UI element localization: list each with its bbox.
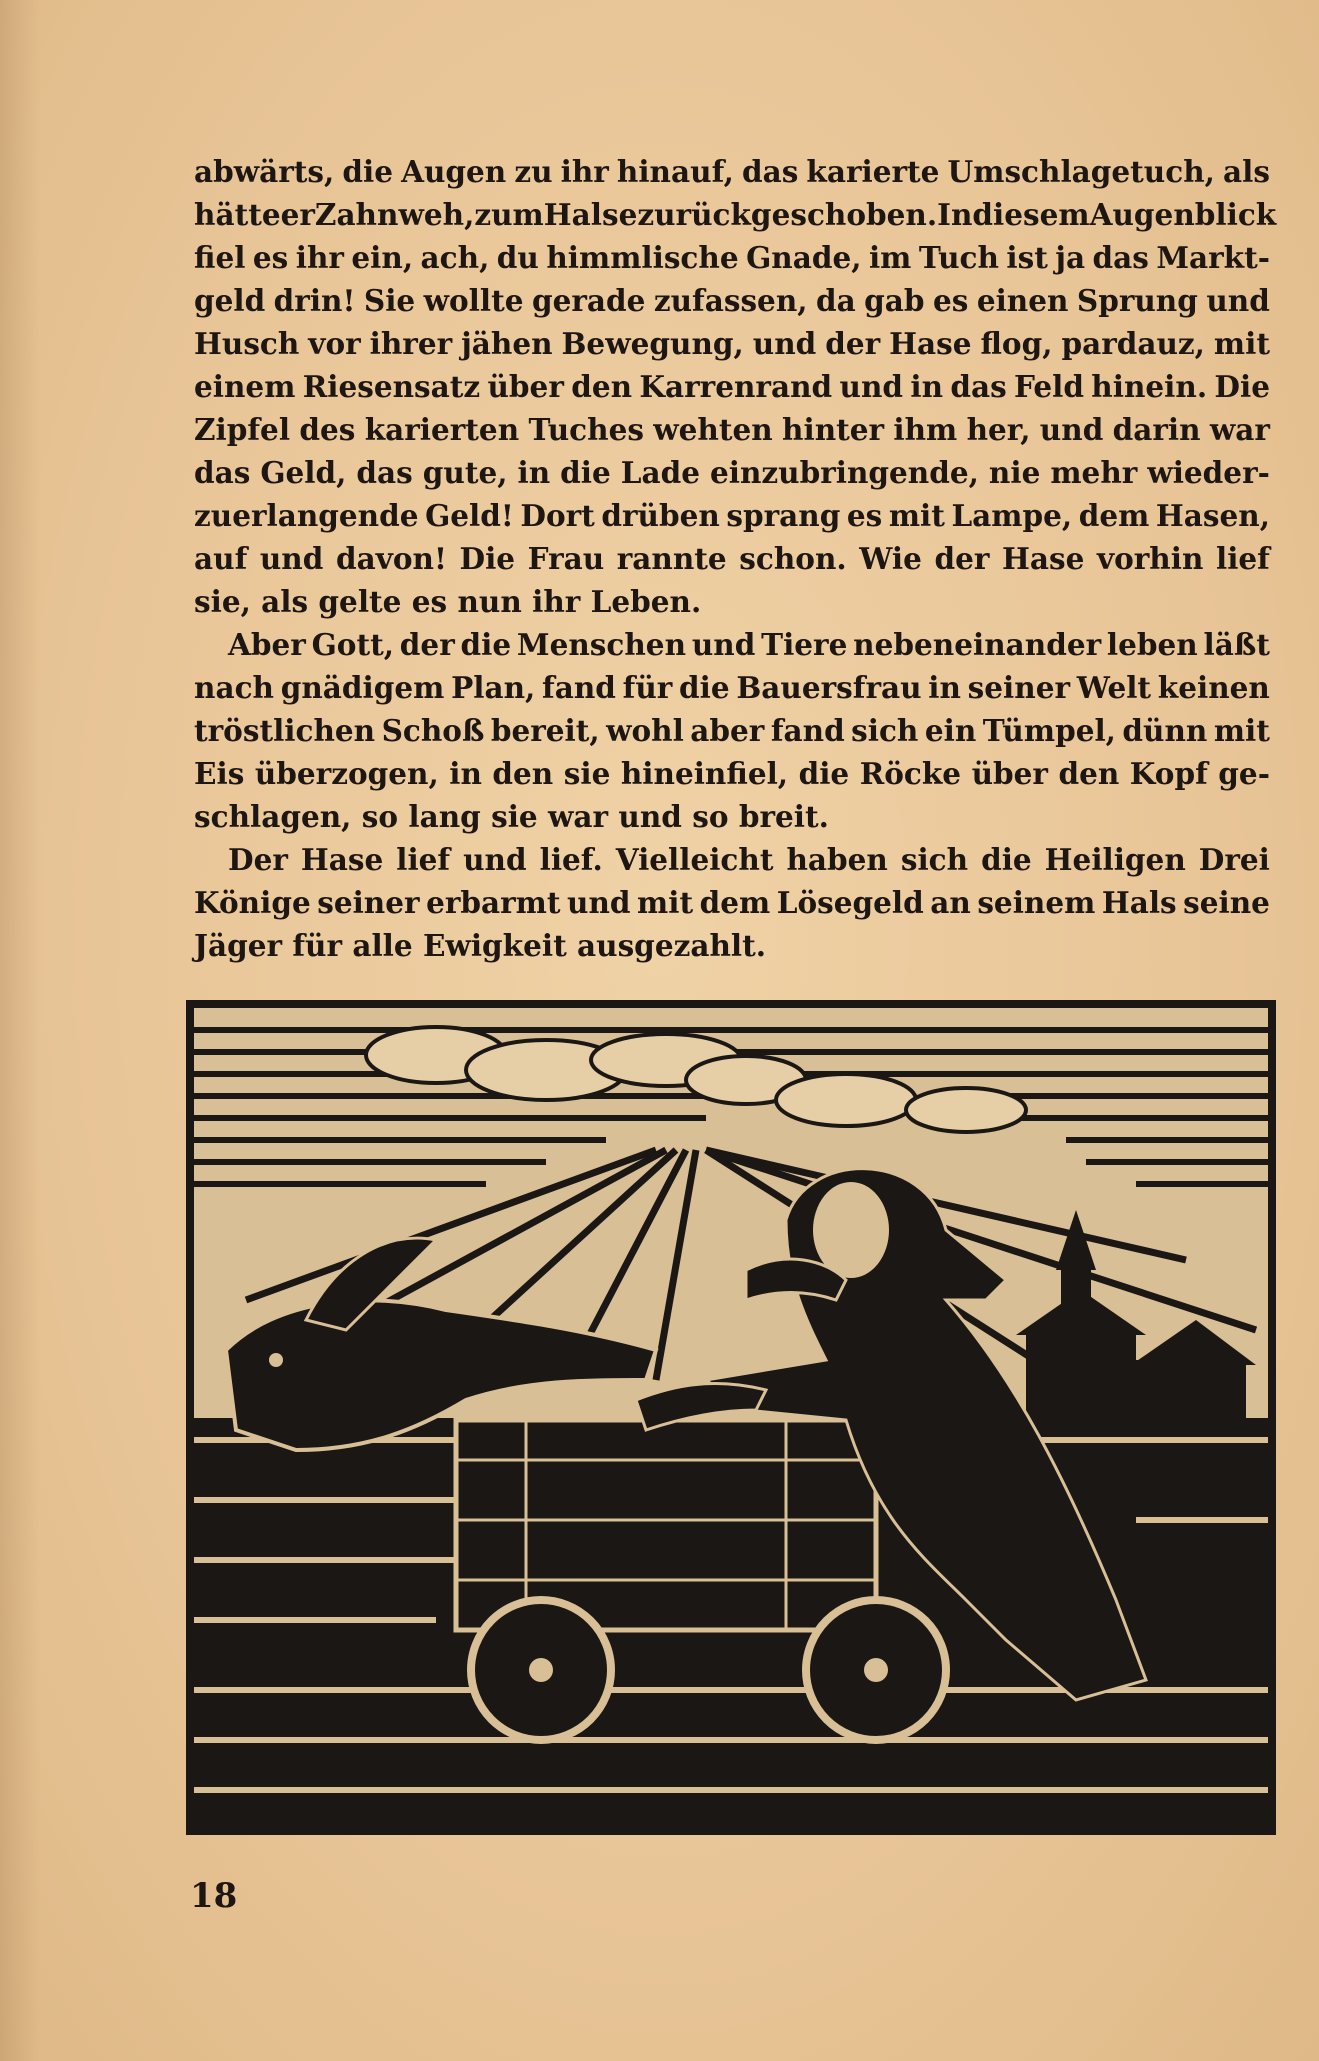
word: karierte (806, 154, 940, 189)
word: seine (1183, 885, 1270, 920)
word: darin (1112, 412, 1201, 447)
word: da (815, 283, 856, 318)
word: und (752, 326, 817, 361)
word: die (342, 154, 393, 189)
word: die (560, 455, 611, 490)
word: hinter (782, 412, 885, 447)
word: Hase (300, 842, 384, 877)
word: seiner (967, 670, 1071, 705)
word: als (261, 584, 309, 619)
word: Markt- (1156, 240, 1270, 275)
word: Hals (1101, 885, 1177, 920)
word: Hasen, (1155, 498, 1270, 533)
word: nun (457, 584, 522, 619)
word: Jäger (194, 928, 283, 963)
word: Aber (228, 627, 306, 662)
text-line (194, 193, 1277, 236)
word: Bauersfrau (736, 670, 922, 705)
word: Zahnweh, (314, 197, 475, 232)
word: Die (1214, 369, 1270, 404)
word: das (950, 369, 1007, 404)
word: seinem (977, 885, 1096, 920)
text-line (194, 709, 1270, 752)
word: sich (900, 842, 969, 877)
text-line (194, 494, 1270, 537)
word: ihr (560, 154, 609, 189)
word: zurückgeschoben. (637, 197, 938, 232)
word: zu (514, 154, 553, 189)
word: hinauf, (616, 154, 734, 189)
word: davon! (335, 541, 447, 576)
word: aber (690, 713, 765, 748)
text-line (194, 537, 1270, 580)
word: Könige (194, 885, 311, 920)
word: pardauz, (1061, 326, 1205, 361)
word: Vielleicht (615, 842, 774, 877)
text-line (194, 236, 1270, 279)
word: und (618, 799, 682, 834)
word: fand (542, 670, 616, 705)
text-line (194, 451, 1270, 494)
word: den (1058, 756, 1120, 791)
word: keinen (1157, 670, 1270, 705)
word: als (1223, 154, 1270, 189)
word: hätte (194, 197, 281, 232)
word: sich (851, 713, 919, 748)
word: die (798, 756, 850, 791)
word: Zipfel (194, 412, 291, 447)
word: Hase (889, 326, 972, 361)
word: In (937, 197, 973, 232)
word: Sie (363, 283, 416, 318)
word: jähen (461, 326, 553, 361)
word: Tuch (918, 240, 999, 275)
word: ihrer (369, 326, 453, 361)
word: drüben (601, 498, 720, 533)
word: Ewigkeit (422, 928, 567, 963)
word: alle (352, 928, 413, 963)
word: ausgezahlt. (577, 928, 766, 963)
word: mit (1213, 326, 1270, 361)
text-line (194, 365, 1270, 408)
word: Schoß (381, 713, 485, 748)
woodcut-drawing (186, 1000, 1276, 1835)
text-line (194, 924, 1270, 967)
word: und (1206, 283, 1270, 318)
word: an (930, 885, 971, 920)
word: karierten (364, 412, 520, 447)
word: flog, (980, 326, 1053, 361)
word: den (492, 756, 554, 791)
word: wehten (653, 412, 773, 447)
word: gelte (318, 584, 402, 619)
word: hinein. (1091, 369, 1208, 404)
word: Karrenrand (639, 369, 833, 404)
word: fand (770, 713, 845, 748)
word: Heiligen (1044, 842, 1186, 877)
text-line (194, 752, 1270, 795)
word: lang (408, 799, 481, 834)
word: hineinfiel, (620, 756, 789, 791)
word: Röcke (859, 756, 962, 791)
word: über (487, 369, 564, 404)
word: gute, (422, 455, 508, 490)
word: sprang (726, 498, 841, 533)
word: Tuches (528, 412, 644, 447)
word: einem (194, 369, 296, 404)
word: zum (474, 197, 544, 232)
word: Hase (1001, 541, 1085, 576)
word: war (548, 799, 609, 834)
word: des (299, 412, 356, 447)
word: Frau (527, 541, 605, 576)
word: schon. (739, 541, 847, 576)
word: her, (966, 412, 1031, 447)
word: Leben. (590, 584, 702, 619)
word: abwärts, (194, 154, 335, 189)
word: in (910, 369, 944, 404)
word: mit (1213, 713, 1270, 748)
word: sie (491, 799, 538, 834)
word: Sprung (1076, 283, 1198, 318)
word: Drei (1198, 842, 1270, 877)
word: und (463, 842, 527, 877)
word: dem (1078, 498, 1150, 533)
text-line (194, 881, 1270, 924)
word: wieder- (1147, 455, 1270, 490)
word: gab (864, 283, 925, 318)
word: und (567, 885, 631, 920)
word: die (981, 842, 1032, 877)
word: nebeneinander (853, 627, 1102, 662)
word: das (741, 154, 799, 189)
word: ihr (295, 240, 344, 275)
gutter-shadow (0, 0, 40, 2061)
text-line (194, 666, 1270, 709)
word: dünn (1122, 713, 1208, 748)
word: Wie (859, 541, 922, 576)
word: fiel (194, 240, 246, 275)
word: seiner (317, 885, 420, 920)
word: gnädigem (280, 670, 445, 705)
word: Gott, (311, 627, 395, 662)
word: der (399, 627, 455, 662)
word: das (356, 455, 413, 490)
word: nach (194, 670, 274, 705)
word: er (280, 197, 315, 232)
word: mit (637, 885, 694, 920)
word: Tümpel, (982, 713, 1116, 748)
word: in (449, 756, 482, 791)
word: in (517, 455, 551, 490)
word: Husch (194, 326, 300, 361)
word: Dort (520, 498, 595, 533)
word: sie (563, 756, 611, 791)
word: Menschen (516, 627, 687, 662)
text-line (194, 838, 1270, 881)
text-line (194, 408, 1270, 451)
word: wohl (606, 713, 684, 748)
text-line (194, 279, 1270, 322)
word: im (868, 240, 912, 275)
word: Lampe, (951, 498, 1073, 533)
text-line (194, 150, 1270, 193)
word: Der (228, 842, 288, 877)
word: erbarmt (426, 885, 561, 920)
word: Geld! (425, 498, 514, 533)
word: lief (396, 842, 451, 877)
word: lief. (539, 842, 603, 877)
word: himmlische (546, 240, 739, 275)
word: so (692, 799, 729, 834)
word: rannte (616, 541, 727, 576)
word: Lade (620, 455, 700, 490)
word: Halse (543, 197, 638, 232)
word: Lösegeld (776, 885, 924, 920)
word: für (292, 928, 343, 963)
word: wollte (423, 283, 524, 318)
word: du (496, 240, 539, 275)
word: sie, (194, 584, 251, 619)
text-line (194, 580, 1270, 623)
word: und (839, 369, 904, 404)
word: ein, (351, 240, 414, 275)
word: Plan, (451, 670, 536, 705)
word: Kopf (1129, 756, 1208, 791)
word: für (622, 670, 673, 705)
word: Eis (194, 756, 245, 791)
word: und (259, 541, 324, 576)
word: ge- (1218, 756, 1270, 791)
word: das (1092, 240, 1149, 275)
word: Die (459, 541, 516, 576)
page-number: 18 (190, 1876, 238, 1916)
word: Umschlagetuch, (947, 154, 1215, 189)
word: nie (988, 455, 1041, 490)
word: ihm (893, 412, 958, 447)
word: mit (888, 498, 945, 533)
word: war (1209, 412, 1270, 447)
word: ist (1006, 240, 1048, 275)
word: leben (1106, 627, 1198, 662)
word: zufassen, (653, 283, 808, 318)
word: über (971, 756, 1048, 791)
word: einen (976, 283, 1069, 318)
word: die (460, 627, 512, 662)
word: Riesensatz (302, 369, 481, 404)
word: Feld (1014, 369, 1084, 404)
word: vor (308, 326, 361, 361)
word: gerade (531, 283, 646, 318)
word: einzubringende, (709, 455, 979, 490)
word: es (252, 240, 289, 275)
text-line (194, 795, 1270, 838)
word: der (934, 541, 990, 576)
word: Bewegung, (561, 326, 744, 361)
text-line (194, 623, 1270, 666)
word: den (571, 369, 633, 404)
word: ihr (532, 584, 581, 619)
word: es (846, 498, 883, 533)
word: und (691, 627, 756, 662)
word: ein (924, 713, 977, 748)
word: haben (786, 842, 888, 877)
word: lief (1215, 541, 1270, 576)
word: überzogen, (254, 756, 439, 791)
text-line (194, 322, 1270, 365)
word: tröstlichen (194, 713, 376, 748)
word: schlagen, (194, 799, 352, 834)
woodcut-illustration (186, 1000, 1276, 1835)
word: der (825, 326, 881, 361)
word: geld (194, 283, 266, 318)
word: so (361, 799, 399, 834)
word: das (194, 455, 251, 490)
word: Tiere (761, 627, 848, 662)
word: Augenblick (1089, 197, 1277, 232)
word: Geld, (260, 455, 347, 490)
word: die (679, 670, 730, 705)
word: in (928, 670, 961, 705)
word: zuerlangende (194, 498, 419, 533)
word: mehr (1050, 455, 1138, 490)
word: läßt (1203, 627, 1270, 662)
word: ach, (420, 240, 490, 275)
word: und (1039, 412, 1104, 447)
word: Welt (1076, 670, 1152, 705)
word: breit. (738, 799, 829, 834)
word: drin! (273, 283, 356, 318)
word: diesem (972, 197, 1090, 232)
word: ja (1055, 240, 1086, 275)
word: es (932, 283, 969, 318)
word: Augen (401, 154, 507, 189)
body-text (194, 150, 1277, 967)
word: auf (194, 541, 248, 576)
word: Gnade, (746, 240, 862, 275)
word: dem (699, 885, 771, 920)
word: es (411, 584, 448, 619)
word: vorhin (1096, 541, 1204, 576)
word: bereit, (490, 713, 600, 748)
